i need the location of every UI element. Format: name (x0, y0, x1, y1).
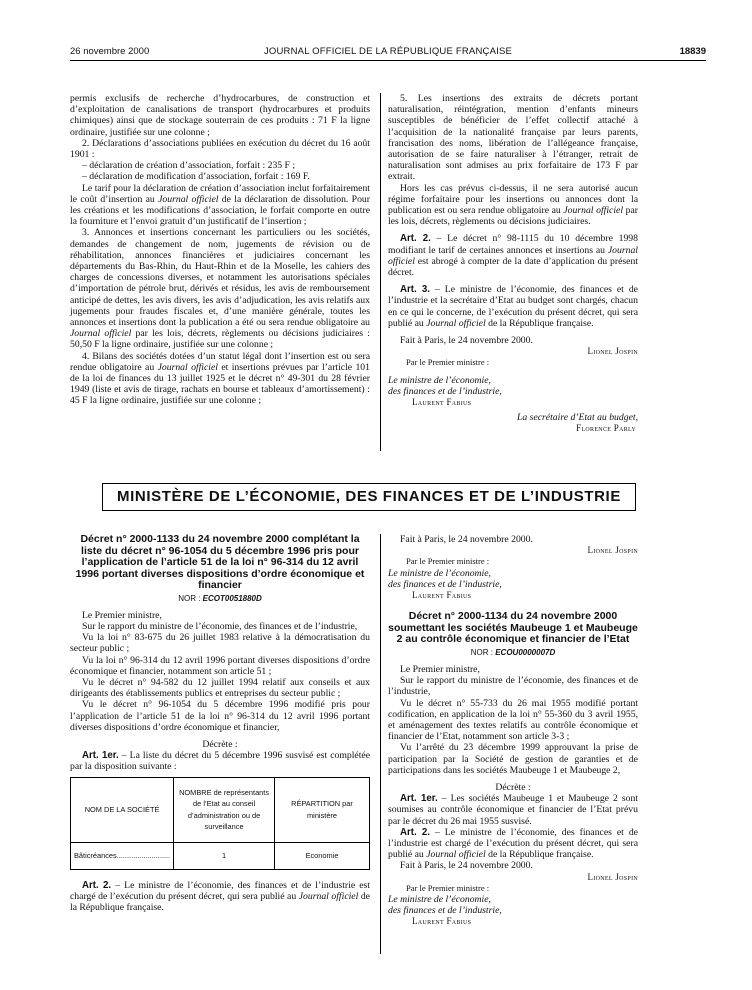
paragraph: Vu la loi n° 96-314 du 12 avril 1996 portant diverses dispositions d’ordre économique et financier, notamment son article 51 ; (70, 654, 370, 677)
paragraph: Vu la loi n° 83-675 du 26 juillet 1983 relative à la démocratisation du secteur public ; (70, 632, 370, 655)
decree-1 (70, 534, 370, 913)
table-cell: Bâticréances.......................... (71, 842, 174, 869)
decree-title: Décret n° 2000-1134 du 24 novembre 2000 soumettant les sociétés Maubeuge 1 et Maubeuge 2 au contrôle économique et financier de l’Etat (388, 610, 638, 646)
paragraph: 3. Annonces et insertions concernant les particuliers ou les sociétés, demandes de changement de nom, jugements de révision ou de réhabilitation, annonces financières et judiciaires concernant les départements du Bas-Rhin, du Haut-Rhin et de la Moselle, les cahiers des charges de concessions diverses, et notamment les autorisations spéciales d’importation de pétrole brut, dérivés et résidus, les avis de remboursement anticipé de dettes, les avis divers, les avis d’adjudication, les avis relatifs aux jugements pour fraudes fiscales et, d’une manière générale, toutes les annonces et insertions dont la publication a été ou sera rendue obligatoire au Journal officiel par les lois, décrets, règlements ou décisions judiciaires : 50,50 F la ligne ordinaire, justifiée sur une colonne ; (70, 227, 370, 351)
table-cell: Economie (275, 842, 370, 869)
paragraph: Le Premier ministre, (82, 609, 162, 621)
page-header (70, 46, 706, 60)
paragraph: Vu le décret n° 55-733 du 26 mai 1955 modifié portant codification, en application de la loi n° 55-360 du 3 avril 1955, et aménagement des textes relatifs au contrôle économique et financier de l’Etat, notamment son article 3-3 ; (388, 697, 638, 743)
paragraph: 2. Déclarations d’associations publiées en exécution du décret du 16 août 1901 : (70, 137, 370, 161)
par-premier-ministre: Par le Premier ministre : (406, 882, 490, 893)
done-at: Fait à Paris, le 24 novembre 2000. (400, 335, 533, 347)
done-at: Fait à Paris, le 24 novembre 2000. (400, 860, 533, 872)
table-row (71, 842, 370, 869)
secretary-name: Florence Parly (576, 423, 636, 434)
decree-title: Décret n° 2000-1133 du 24 novembre 2000 complétant la liste du décret n° 96-1054 du 5 décembre 1996 pris pour l’application de l’article 51 de la loi n° 96-314 du 12 avril 1996 portant diverses dispositions d’ordre économique et financier (75, 533, 365, 591)
header-rule (70, 60, 706, 61)
decrete: Décrète : (495, 781, 531, 793)
minister-name: Laurent Fabius (412, 916, 472, 927)
page-number: 18839 (679, 46, 706, 57)
top-right-column (388, 93, 638, 435)
table-header-row (71, 777, 370, 842)
signer-name: Lionel Jospin (587, 545, 638, 556)
nor-reference: NOR : ECOU0000007D (470, 647, 556, 657)
paragraph: permis exclusifs de recherche d’hydrocarbures, de construction et d’exploitation de canalisations de transport (hydrocarbures et produits chimiques) ainsi que de stockage souterrain de ces produits : 71 F la ligne ordinaire, justifiée sur une colonne ; (70, 93, 370, 138)
article-1: Art. 1er. – Les sociétés Maubeuge 1 et Maubeuge 2 sont soumises au contrôle économique et financier de l’Etat prévu par le décret du 26 mai 1955 susvisé. (388, 793, 638, 827)
column-divider (380, 93, 381, 451)
signer-name: Lionel Jospin (587, 346, 638, 357)
paragraph: – déclaration de création d’association, forfait : 235 F ; (82, 160, 296, 172)
paragraph: Vu le décret n° 94-582 du 12 juillet 1994 relatif aux conseils et aux dirigeants des établissements publics et entreprises du secteur public ; (70, 676, 370, 700)
paragraph: – déclaration de modification d’association, forfait : 169 F. (82, 171, 310, 183)
paragraph: Hors les cas prévus ci-dessus, il ne sera autorisé aucun régime forfaitaire pour les insertions ou annonces dont la publication est ou sera rendue obligatoire au Journal officiel par les lois, décrets, règlements ou décisions judiciaires. (388, 182, 638, 228)
journal-title: JOURNAL OFFICIEL DE LA RÉPUBLIQUE FRANÇAISE (263, 46, 513, 57)
article-2: Art. 2. – Le décret n° 98-1115 du 10 décembre 1998 modifiant le tarif de certaines annonces et insertions au Journal officiel est abrogé à compter de la date d’application du présent décret. (388, 233, 638, 279)
nor-reference: NOR : ECOT0051880D (178, 593, 262, 603)
minister-name: Laurent Fabius (412, 397, 472, 408)
paragraph: 4. Bilans des sociétés dotées d’un statut légal dont l’insertion est ou sera rendue obligatoire au Journal officiel et insertions prévues par l’article 101 de la loi de finances du 13 juillet 1925 et le décret n° 49-301 du 28 février 1949 (liste et avis de tirage, rachats en bourse et tableaux d’amortissement) : 45 F la ligne ordinaire, justifiée sur une colonne ; (70, 350, 370, 407)
bottom-right-column (388, 534, 638, 928)
paragraph: Le tarif pour la déclaration de création d’association inclut forfaitairement le coût d’insertion au Journal officiel de la déclaration de dissolution. Pour les créations et les modifications d’association, le forfait comporte en outre la fourniture et l’envoi gratuit d’un justificatif de l’insertion ; (70, 182, 370, 228)
column-header: NOM DE LA SOCIÉTÉ (71, 777, 174, 842)
minister-title: Le ministre de l’économie, (388, 567, 491, 579)
article-2: Art. 2. – Le ministre de l’économie, des finances et de l’industrie est chargé de l’exécution du présent décret, qui sera publié au Journal officiel de la République française. (388, 826, 638, 861)
table-cell: 1 (174, 842, 275, 869)
paragraph: Vu l’arrêté du 23 décembre 1999 approuvant la prise de participation par la Société de gestion de garanties et de participations dans les sociétés Maubeuge 1 et Maubeuge 2, (388, 742, 638, 776)
minister-name: Laurent Fabius (412, 590, 472, 601)
minister-title: des finances et de l’industrie, (388, 385, 502, 397)
minister-title: des finances et de l’industrie, (388, 905, 502, 917)
par-premier-ministre: Par le Premier ministre : (406, 357, 490, 368)
secretary-title: La secrétaire d’Etat au budget, (517, 412, 638, 424)
column-header: RÉPARTITION par ministère (275, 777, 370, 842)
issue-date: 26 novembre 2000 (70, 46, 150, 57)
column-header: NOMBRE de représentants de l’Etat au conseil d’administration ou de surveillance (174, 777, 275, 842)
decrete: Décrète : (202, 738, 238, 750)
minister-title: des finances et de l’industrie, (388, 578, 502, 590)
paragraph: Sur le rapport du ministre de l’économie, des finances et de l’industrie, (388, 675, 638, 698)
article-3: Art. 3. – Le ministre de l’économie, des finances et de l’industrie et la secrétaire d’Etat au budget sont chargés, chacun en ce qui le concerne, de l’exécution du présent décret, qui sera publié au Journal officiel de la République française. (388, 284, 638, 329)
minister-title: Le ministre de l’économie, (388, 893, 491, 905)
minister-title: Le ministre de l’économie, (388, 374, 491, 386)
done-at: Fait à Paris, le 24 novembre 2000. (400, 534, 533, 545)
ministry-banner: MINISTÈRE DE L’ÉCONOMIE, DES FINANCES ET DE L’INDUSTRIE (102, 483, 636, 511)
article-2: Art. 2. – Le ministre de l’économie, des finances et de l’industrie est chargé de l’exécution du présent décret, qui sera publié au Journal officiel de la République française. (70, 879, 370, 913)
paragraph: Sur le rapport du ministre de l’économie, des finances et de l’industrie, (82, 620, 358, 632)
article-1: Art. 1er. – La liste du décret du 5 décembre 1996 susvisé est complétée par la disposition suivante : (70, 750, 371, 773)
top-left-column (70, 93, 370, 407)
signer-name: Lionel Jospin (587, 871, 638, 882)
company-table (70, 777, 370, 870)
paragraph: Le Premier ministre, (400, 663, 480, 675)
paragraph: 5. Les insertions des extraits de décrets portant naturalisation, réintégration, mention d’enfants mineurs susceptibles de bénéficier de l’effet collectif attaché à l’acquisition de la nationalité française par leurs parents, francisation des noms, libération de l’allégeance française, autorisation de se faire naturaliser à l’étranger, retrait de naturalisation sont admises au prix forfaitaire de 173 F par extrait. (388, 93, 638, 183)
par-premier-ministre: Par le Premier ministre : (406, 556, 490, 567)
column-divider (380, 534, 381, 954)
paragraph: Vu le décret n° 96-1054 du 5 décembre 1996 modifié pris pour l’application de l’article 51 de la loi n° 96-314 du 12 avril 1996 portant diverses dispositions d’ordre économique et financier, (70, 699, 370, 733)
